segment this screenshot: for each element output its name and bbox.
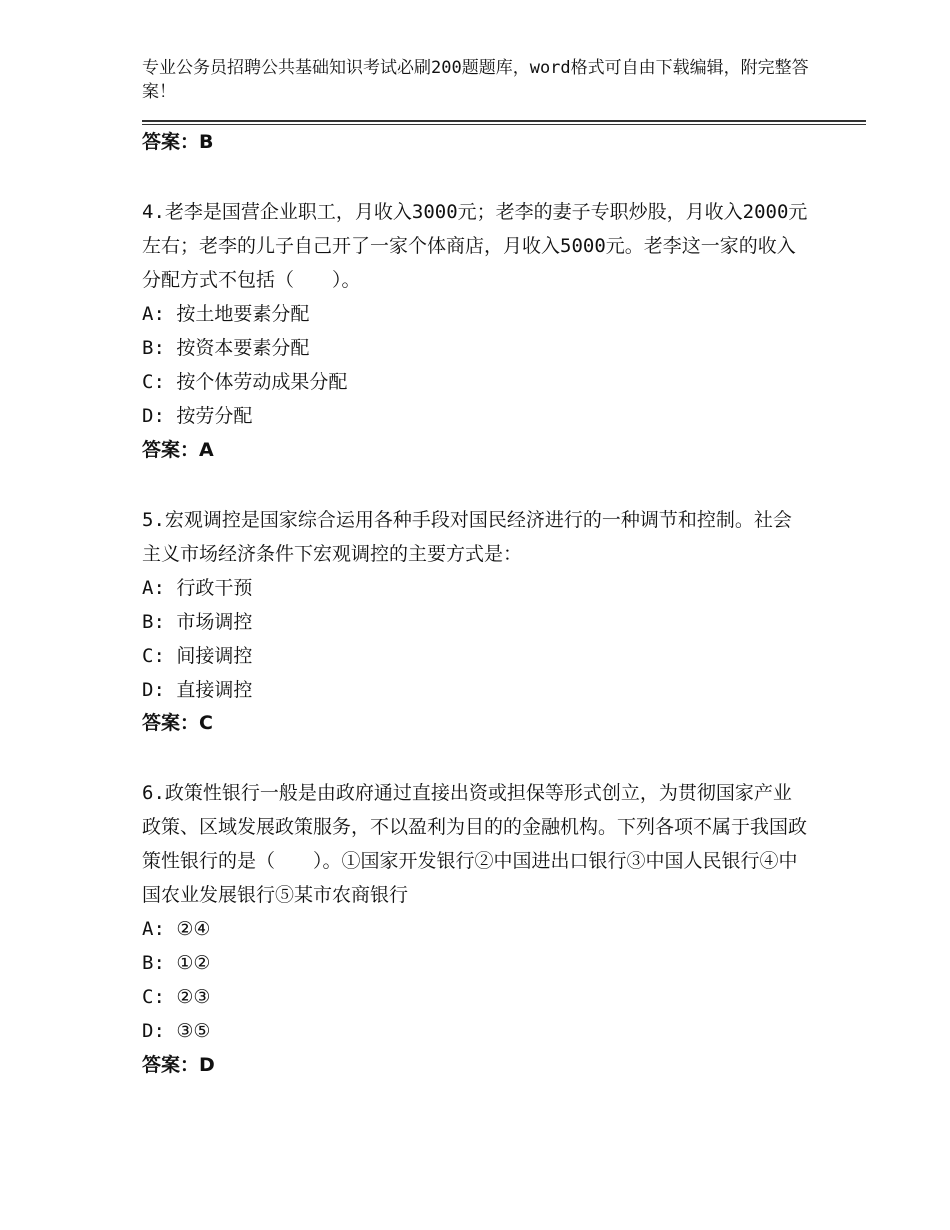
option-a: A: ②④ bbox=[142, 918, 211, 940]
option-a: A: 按土地要素分配 bbox=[142, 303, 310, 325]
option-d: D: ③⑤ bbox=[142, 1020, 211, 1042]
option-a: A: 行政干预 bbox=[142, 577, 253, 599]
option-d: D: 按劳分配 bbox=[142, 405, 253, 427]
option-d: D: 直接调控 bbox=[142, 679, 253, 701]
question-6 bbox=[142, 776, 810, 1048]
question-5 bbox=[142, 503, 810, 707]
option-b: B: ①② bbox=[142, 952, 211, 974]
question-stem: 5.宏观调控是国家综合运用各种手段对国民经济进行的一种调节和控制。社会主义市场经济条件下宏观调控的主要方式是： bbox=[142, 509, 792, 565]
question-4 bbox=[142, 195, 810, 433]
document-header: 专业公务员招聘公共基础知识考试必刷200题题库，word格式可自由下载编辑，附完整答案！ bbox=[142, 58, 809, 102]
answer-question-5: 答案：C bbox=[142, 712, 213, 734]
header-rule-thin bbox=[142, 124, 866, 125]
question-stem: 4.老李是国营企业职工，月收入3000元；老李的妻子专职炒股，月收入2000元左右；老李的儿子自己开了一家个体商店，月收入5000元。老李这一家的收入分配方式不包括（ ）。 bbox=[142, 201, 808, 291]
question-stem: 6.政策性银行一般是由政府通过直接出资或担保等形式创立，为贯彻国家产业政策、区域发展政策服务，不以盈利为目的的金融机构。下列各项不属于我国政策性银行的是（ ）。①国家开发银行②中国进出口银行③中国人民银行④中国农业发展银行⑤某市农商银行 bbox=[142, 782, 808, 906]
answer-question-4: 答案：A bbox=[142, 439, 214, 461]
answer-question-6: 答案：D bbox=[142, 1054, 215, 1076]
option-c: C: ②③ bbox=[142, 986, 211, 1008]
option-b: B: 市场调控 bbox=[142, 611, 253, 633]
option-c: C: 间接调控 bbox=[142, 645, 253, 667]
header-rule-thick bbox=[142, 120, 866, 122]
option-b: B: 按资本要素分配 bbox=[142, 337, 310, 359]
answer-previous: 答案：B bbox=[142, 131, 214, 153]
option-c: C: 按个体劳动成果分配 bbox=[142, 371, 348, 393]
